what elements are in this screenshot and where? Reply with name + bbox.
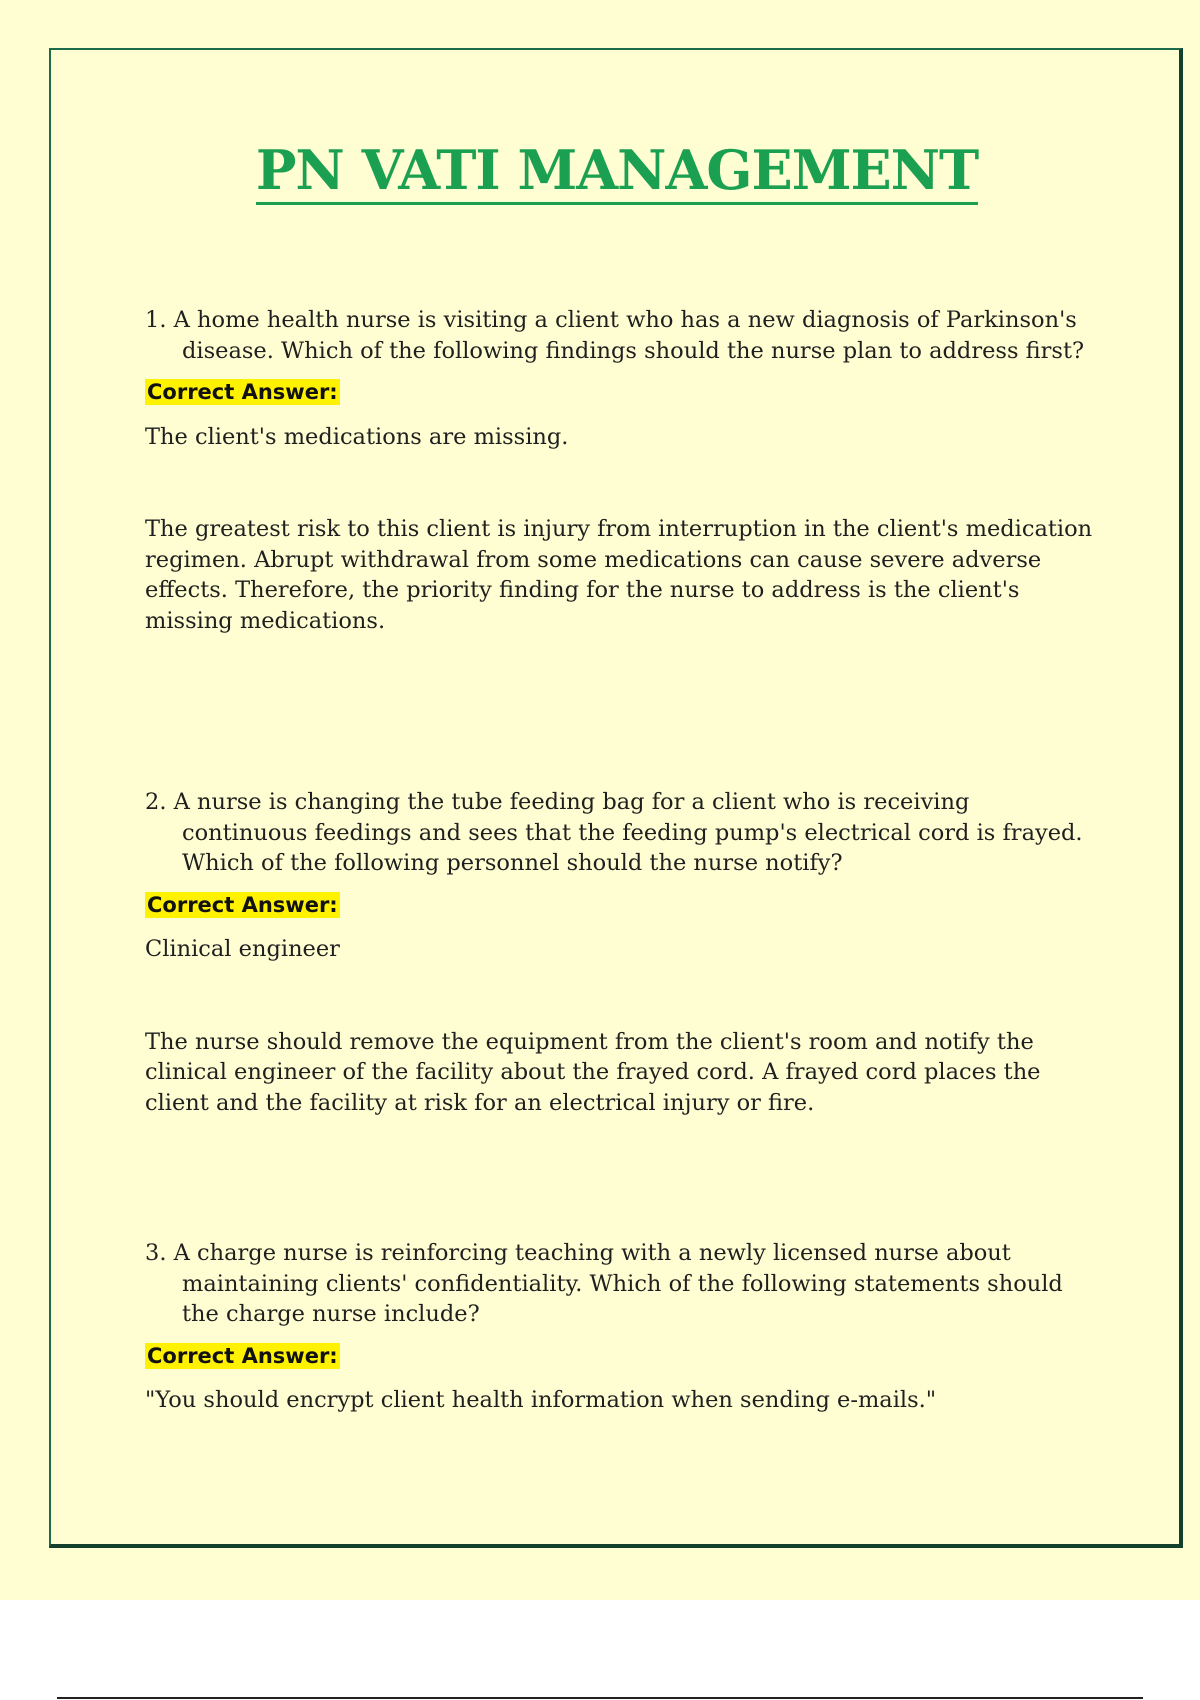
question-stem: A home health nurse is visiting a client who has a new diagnosis of Parkinson's disease. Which of the following findings should the nurse plan to address first?	[173, 307, 1085, 364]
bottom-divider	[57, 1697, 1143, 1699]
question-stem: A nurse is changing the tube feeding bag for a client who is receiving continuous feedings and sees that the feeding pump's electrical cord is frayed. Which of the following personnel should the nurse notify?	[173, 789, 1083, 876]
question-block-3	[145, 1238, 1095, 1416]
correct-answer-label: Correct Answer:	[147, 1343, 338, 1368]
question-block-2	[145, 787, 1095, 1118]
question-block-1	[145, 305, 1095, 636]
correct-answer-label: Correct Answer:	[147, 380, 338, 404]
correct-answer-label: Correct Answer:	[147, 892, 338, 917]
question-text	[145, 1238, 1095, 1330]
correct-answer-text: The client's medications are missing.	[145, 423, 569, 450]
question-number: 2.	[145, 789, 167, 815]
question-number: 3.	[145, 1240, 167, 1266]
question-text	[145, 787, 1095, 879]
question-stem: A charge nurse is reinforcing teaching with a newly licensed nurse about maintaining clients' confidentiality. Which of the following statements should the charge nurse include?	[173, 1240, 1063, 1327]
correct-answer-text: "You should encrypt client health information when sending e-mails."	[145, 1387, 937, 1413]
rationale-text: The nurse should remove the equipment from the client's room and notify the clinical engineer of the facility about the frayed cord. A frayed cord places the client and the facility at risk for an electrical injury or fire.	[145, 1028, 1041, 1116]
correct-answer-text: Clinical engineer	[145, 936, 340, 962]
page-title-text: PN VATI MANAGEMENT	[256, 138, 978, 205]
rationale-text: The greatest risk to this client is injury from interruption in the client's medication regimen. Abrupt withdrawal from some medications can cause severe adverse effects. Therefore, the priority finding for the nurse to address is the client's missing medications.	[145, 516, 1093, 634]
question-text	[145, 305, 1095, 366]
page-title	[0, 138, 1200, 202]
question-number: 1.	[145, 307, 167, 333]
